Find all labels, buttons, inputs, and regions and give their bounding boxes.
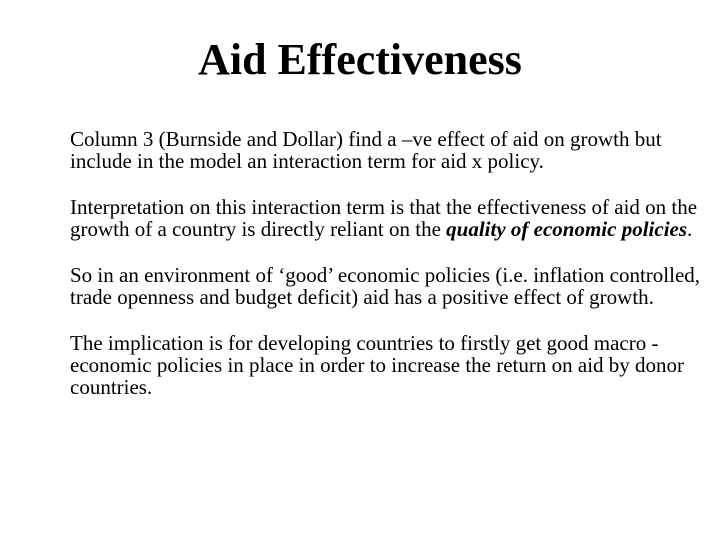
paragraph-implication: The implication is for developing countries to firstly get good macro -economic policies in place in order to increase the return on aid by donor countries.	[70, 331, 685, 399]
interpretation-end: .	[687, 217, 693, 241]
paragraph-interpretation	[70, 196, 710, 240]
paragraph-good-policies: So in an environment of ‘good’ economic policies (i.e. inflation controlled, trade openness and budget deficit) aid has a positive effect of growth.	[70, 263, 701, 309]
paragraph-burnside-dollar: Column 3 (Burnside and Dollar) find a –ve effect of aid on growth but include in the model an interaction term for aid x policy.	[70, 127, 662, 173]
emphasis-quality-of-policies: quality of economic policies	[446, 217, 688, 241]
slide-title: Aid Effectiveness	[198, 35, 522, 84]
interpretation-text: Interpretation on this interaction term is that the effectiveness of aid on the growth of a country is directly reliant on the	[70, 195, 698, 241]
slide-body	[70, 128, 710, 422]
